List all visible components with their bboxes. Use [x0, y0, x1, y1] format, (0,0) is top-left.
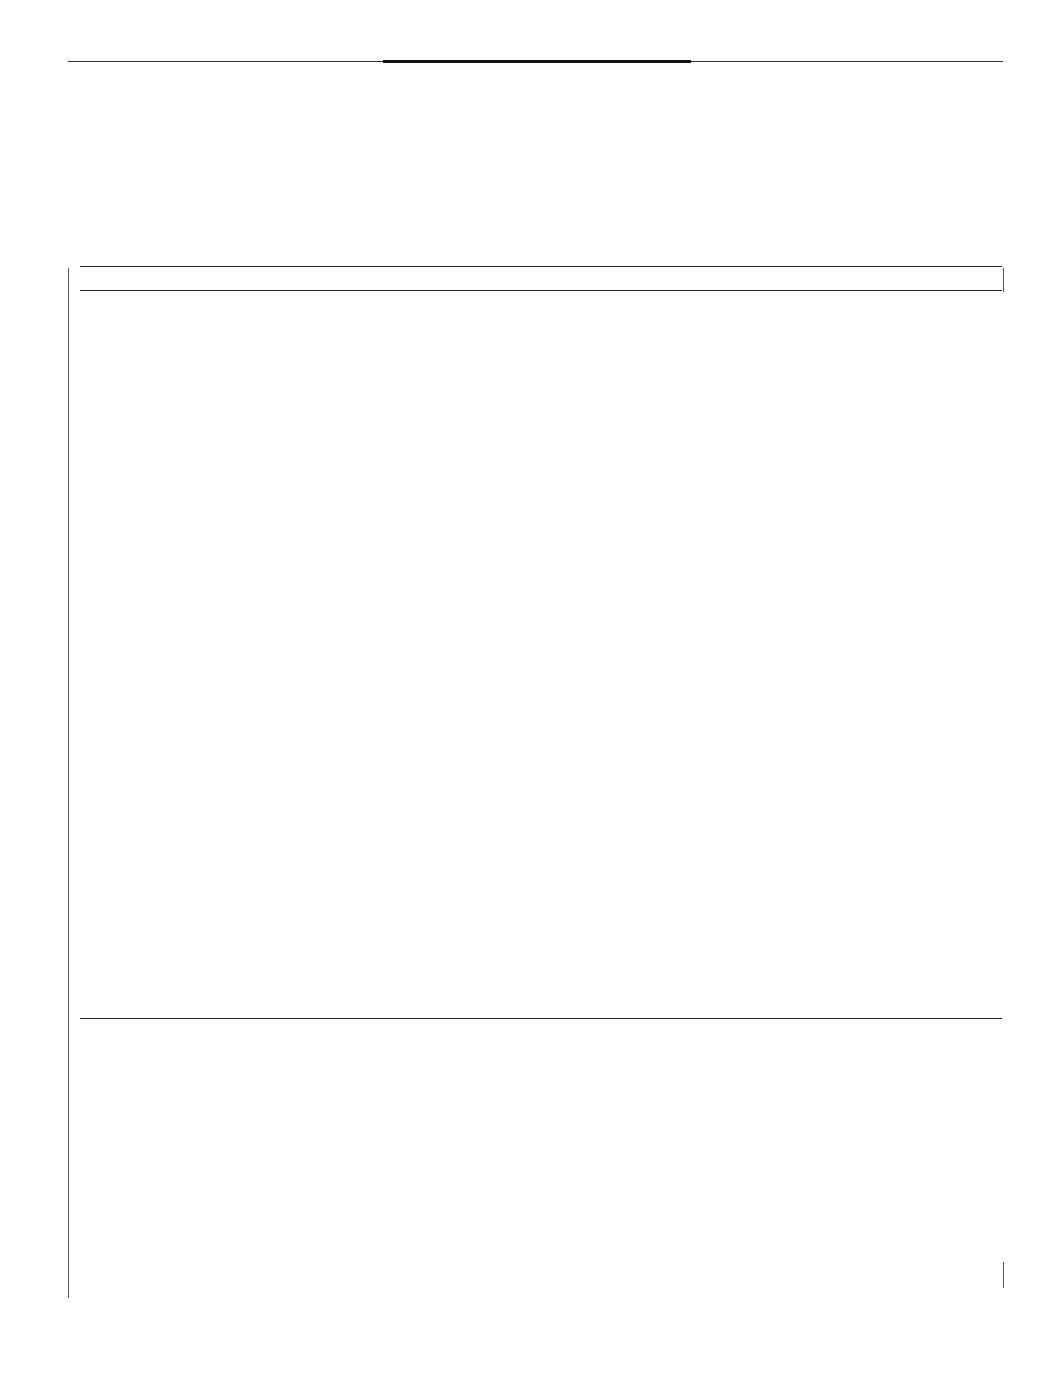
page-frame-left — [68, 268, 69, 1298]
page-frame-right — [1003, 268, 1004, 292]
table-top-rule — [80, 266, 1002, 267]
page-frame-right-lower — [1003, 1262, 1004, 1288]
top-rule-accent — [383, 60, 691, 63]
table-bottom-rule — [80, 1018, 1002, 1019]
header-bottom-rule — [80, 290, 1002, 291]
